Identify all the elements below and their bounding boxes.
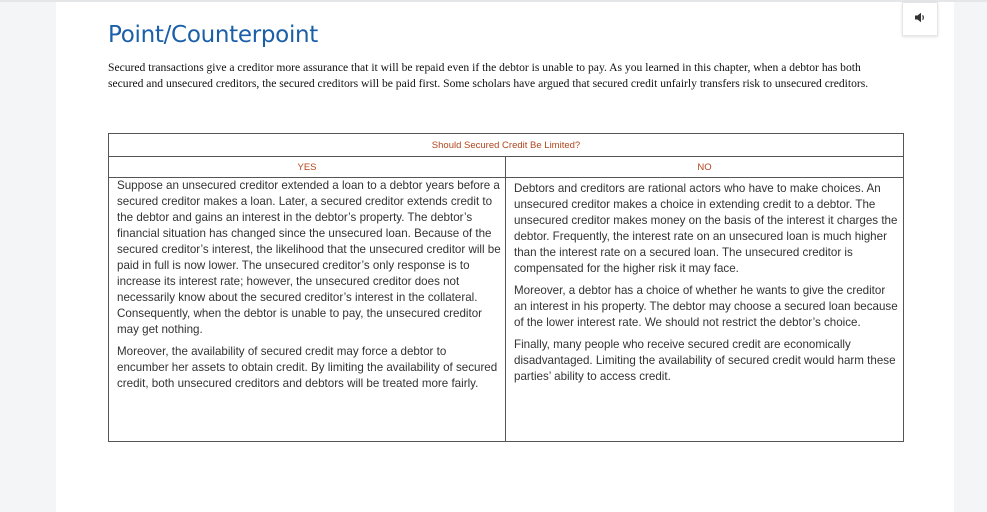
- column-header-yes: YES: [109, 157, 506, 178]
- no-paragraph: Debtors and creditors are rational actors who have to make choices. An unsecured creditor makes a choice in extending credit to a debtor. The unsecured creditor makes money on the basis of the interest it charges the debtor. Frequently, the interest rate on an unsecured loan is much higher than the interest rate on a secured loan. The unsecured creditor is compensated for the higher risk it may face.: [514, 182, 898, 275]
- table-caption: Should Secured Credit Be Limited?: [109, 134, 904, 157]
- point-counterpoint-table: [108, 133, 904, 442]
- no-paragraph: Moreover, a debtor has a choice of whether he wants to give the creditor an interest in his property. The debtor may choose a secured loan because of the lower interest rate. We should not restrict the debtor’s choice.: [514, 284, 898, 329]
- yes-paragraph: Moreover, the availability of secured credit may force a debtor to encumber her assets to obtain credit. By limiting the availability of secured credit, both unsecured creditors and debtors will be treated more fairly.: [117, 345, 498, 390]
- page-title: Point/Counterpoint: [108, 22, 319, 48]
- no-paragraph: Finally, many people who receive secured credit are economically disadvantaged. Limiting the availability of secured credit would harm these parties’ ability to access credit.: [514, 338, 896, 383]
- column-header-no: NO: [506, 157, 904, 178]
- audio-button[interactable]: [902, 2, 938, 36]
- speaker-icon: [914, 10, 926, 28]
- yes-argument-cell: [109, 178, 506, 442]
- yes-paragraph: Suppose an unsecured creditor extended a loan to a debtor years before a secured creditor makes a loan. Later, a secured creditor extends credit to the debtor and gains an interest in the debtor’s property. The debtor’s financial situation has changed since the unsecured loan. Because of the secured creditor’s interest, the likelihood that the unsecured creditor will be paid in full is now lower. The unsecured creditor’s only response is to increase its interest rate; however, the unsecured creditor does not necessarily know about the secured creditor’s interest in the collateral. Consequently, when the debtor is unable to pay, the unsecured creditor may get nothing.: [117, 179, 501, 336]
- no-argument-cell: [506, 178, 904, 442]
- intro-paragraph: Secured transactions give a creditor more assurance that it will be repaid even if the debtor is unable to pay. As you learned in this chapter, when a debtor has both secured and unsecured creditors, the secured creditors will be paid first. Some scholars have argued that secured credit unfairly transfers risk to unsecured creditors.: [108, 61, 869, 90]
